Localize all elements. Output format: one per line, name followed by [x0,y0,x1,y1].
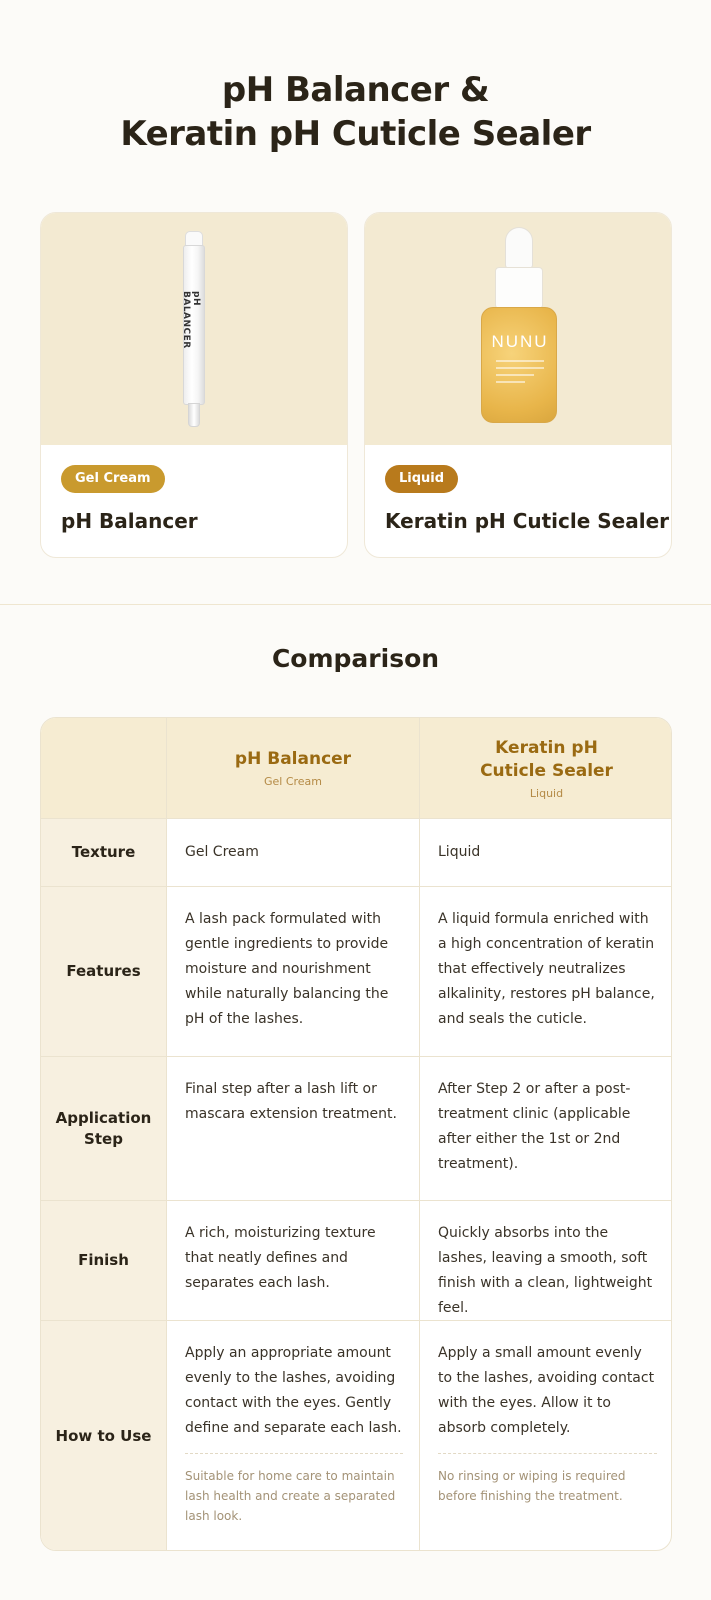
texture-badge: Liquid [385,465,458,493]
table-row [41,1320,672,1551]
cell-ph-balancer: Gel Cream [167,819,420,886]
table-row [41,886,672,1056]
ph-balancer-pen-image [183,231,205,427]
product-image-area [41,213,347,445]
cell-ph-balancer: Final step after a lash lift or mascara extension treatment. [185,1081,397,1122]
cell-note-ph-balancer: Suitable for home care to maintain lash health and create a separated lash look. [185,1469,396,1523]
header-ph-balancer: pH Balancer Gel Cream [167,718,420,818]
header-corner-cell [41,718,167,818]
cell-keratin-sealer: After Step 2 or after a post-treatment clinic (applicable after either the 1st or 2nd treatment). [438,1081,631,1172]
row-label: Texture [41,819,167,886]
cell-ph-balancer: A lash pack formulated with gentle ingredients to provide moisture and nourishment while naturally balancing the pH of the lashes. [185,911,389,1027]
keratin-sealer-bottle-image [481,227,561,427]
cell-keratin-sealer: Apply a small amount evenly to the lashes, avoiding contact with the eyes. Allow it to absorb completely. [438,1345,655,1436]
section-divider [0,604,711,605]
cell-ph-balancer: Apply an appropriate amount evenly to the lashes, avoiding contact with the eyes. Gently define and separate each lash. [185,1345,402,1436]
row-label: How to Use [41,1321,167,1551]
product-name: pH Balancer [61,509,198,533]
row-label: Finish [41,1201,167,1320]
row-label: Features [41,887,167,1056]
header-keratin-sealer: Keratin pH Cuticle Sealer Liquid [420,718,672,818]
page-title [0,68,711,156]
table-header-row [41,718,672,818]
cell-ph-balancer: A rich, moisturizing texture that neatly defines and separates each lash. [185,1225,376,1291]
comparison-title: Comparison [271,644,440,673]
cell-keratin-sealer: Quickly absorbs into the lashes, leaving a smooth, soft finish with a clean, lightweight feel. [438,1225,653,1316]
product-image-area [365,213,671,445]
product-name: Keratin pH Cuticle Sealer [385,509,670,533]
cell-keratin-sealer: A liquid formula enriched with a high concentration of keratin that effectively neutralizes alkalinity, restores pH balance, and seals the cuticle. [438,911,655,1027]
bottle-brand-logo: NUNU [491,332,549,351]
texture-badge: Gel Cream [61,465,165,493]
row-label: Application Step [41,1057,167,1200]
note-divider [438,1453,657,1454]
pen-label: pH BALANCER [181,291,201,349]
comparison-table [40,717,672,1551]
table-row [41,1056,672,1200]
table-row [41,1200,672,1320]
product-card-ph-balancer[interactable] [40,212,348,558]
cell-note-keratin-sealer: No rinsing or wiping is required before finishing the treatment. [438,1469,626,1503]
table-row [41,818,672,886]
page-title-line-2: Keratin pH Cuticle Sealer [120,114,591,154]
note-divider [185,1453,403,1454]
cell-keratin-sealer: Liquid [438,844,481,860]
product-card-keratin-sealer[interactable] [364,212,672,558]
page-title-line-1: pH Balancer & [221,70,490,110]
